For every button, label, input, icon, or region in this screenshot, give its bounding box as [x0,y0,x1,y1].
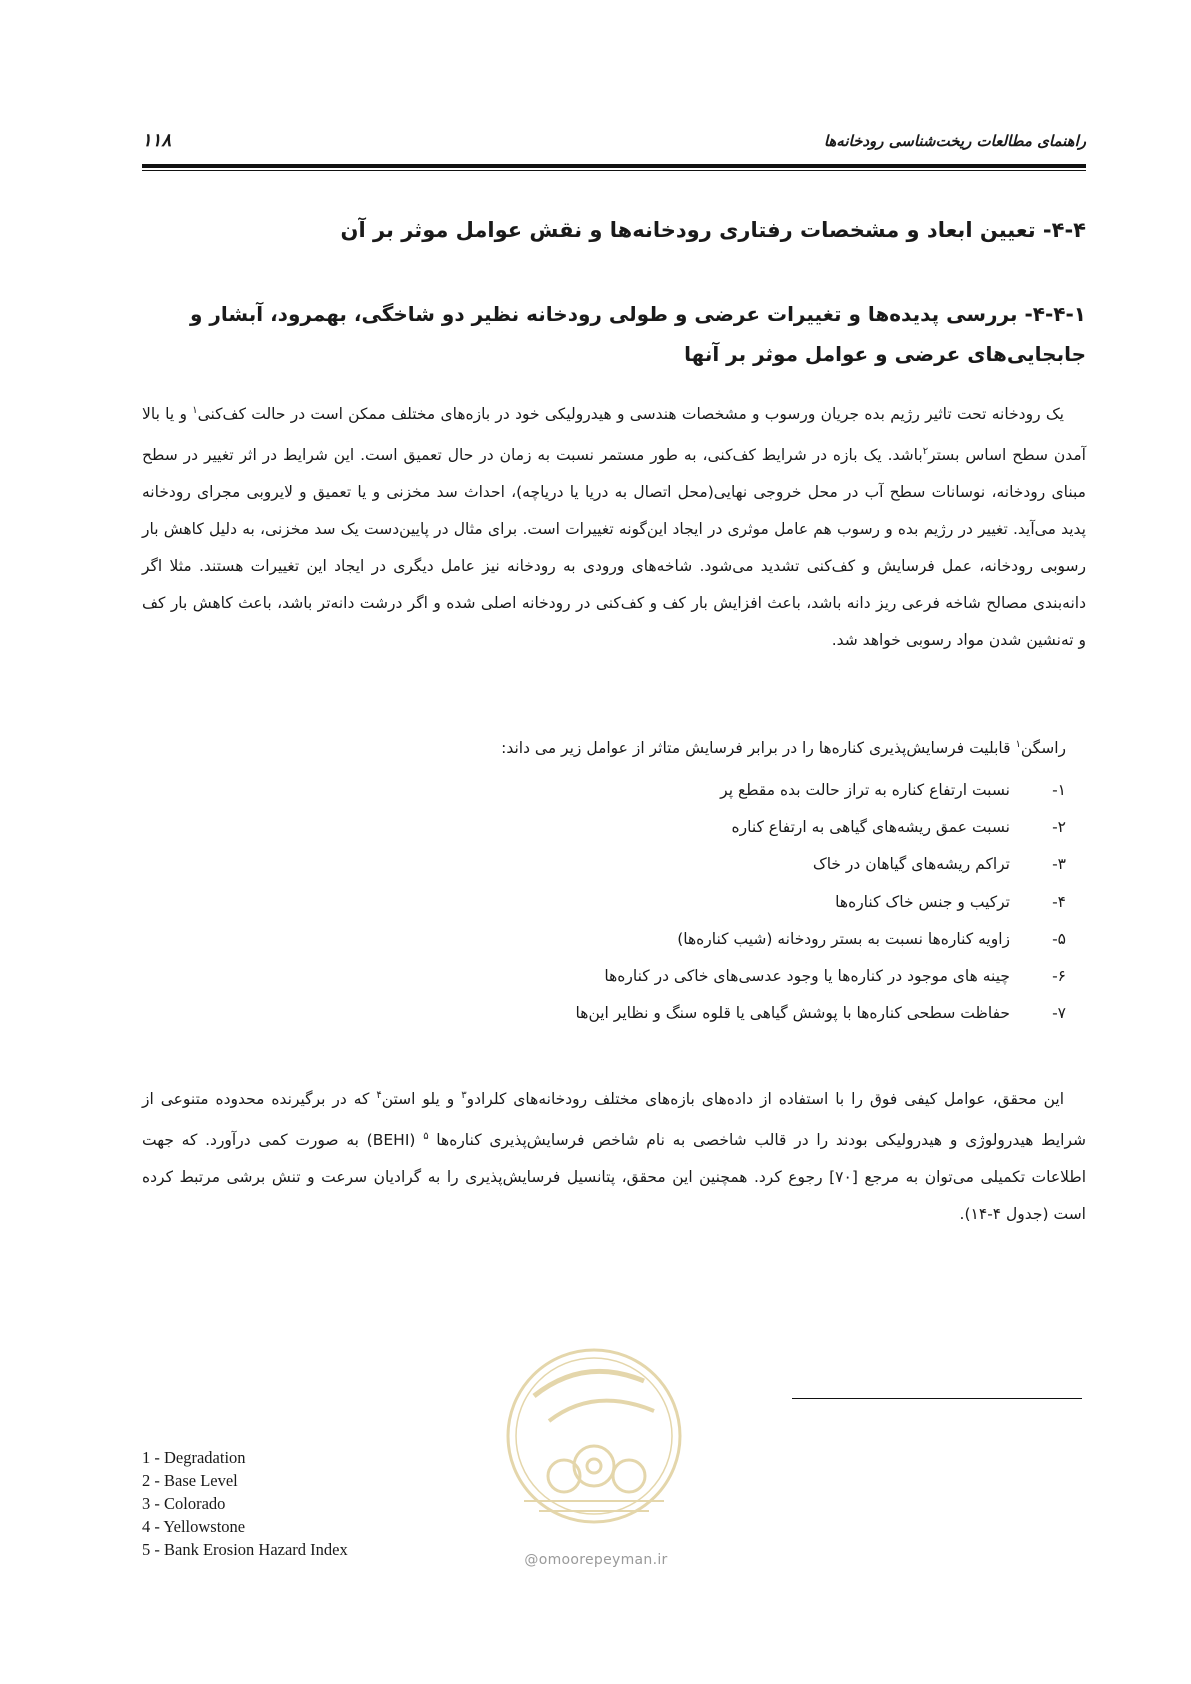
footnote-item: 4 - Yellowstone [142,1517,246,1536]
paragraph-2-text-c: که در برگیرنده محدوده متنوعی از شرایط هیدرولوژی و هیدرولیکی بودند را در قالب شاخصی به نام شاخص فرسایش‌پذیری کناره‌ها [142,1090,1086,1150]
paragraph-1-text-c: باشد. یک بازه در شرایط کف‌کنی، به طور مستمر نسبت به زمان در حال تعمیق است. این شرایط در اثر تغییر در سطح مبنای رودخانه، نوسانات سطح آب در محل خروجی نهایی(محل اتصال به دریا یا دریاچه)، احداث سد مخزنی و یا تعمیق و لایروبی مجرای رودخانه پدید می‌آید. تغییر در رژیم بده و رسوب هم عامل موثری در ایجاد این‌گونه تغییرات است. برای مثال در پایین‌دست یک سد مخزنی، به دلیل کاهش بار رسوبی رودخانه، عمل فرسایش و کف‌کنی تشدید می‌شود. شاخه‌های ورودی به رودخانه نیز عامل دیگری در ایجاد این تغییرات هستند. مثلا اگر دانه‌بندی مصالح شاخه فرعی ریز دانه باشد، باعث افزایش بار کف و کف‌کنی در رودخانه اصلی شده و اگر درشت دانه‌تر باشد، باعث کاهش بار کف و ته‌نشین شدن مواد رسوبی خواهد شد. [142,446,1086,650]
list-item-text: حفاظت سطحی کناره‌ها با پوشش گیاهی یا قلوه سنگ و نظایر این‌ها [575,1004,1010,1023]
paragraph-2-text-a: این محقق، عوامل کیفی فوق را با استفاده از داده‌های بازه‌های مختلف رودخانه‌های کلرادو [466,1090,1064,1109]
list-item [576,893,1066,930]
paragraph-2-text-d: (BEHI) به صورت کمی درآورد. که جهت اطلاعات تکمیلی می‌توان به مرجع [۷۰] رجوع کرد. همچنین این محقق، پتانسیل فرسایش‌پذیری را به گرادیان سرعت و تنش برشی مرتبط کرده است (جدول ۴-۱۴). [142,1131,1086,1224]
factor-list [576,781,1066,1041]
footnote-item: 1 - Degradation [142,1448,246,1467]
watermark-logo [494,1326,694,1556]
list-item-text: تراکم ریشه‌های گیاهان در خاک [812,855,1010,874]
paragraph-1-text-a: یک رودخانه تحت تاثیر رژیم بده جریان ورسوب و مشخصات هندسی و هیدرولیکی خود در بازه‌های مختلف ممکن است در حالت کف‌کنی [197,405,1065,424]
list-item [576,930,1066,967]
footnote-item: 3 - Colorado [142,1494,226,1513]
footnote-ref-2: ۲ [922,446,929,458]
list-item-number: ۳- [1052,855,1066,874]
paragraph-1 [142,392,1086,659]
list-item [576,855,1066,892]
paragraph-2-text-b: و یلو استن [381,1090,462,1109]
section-heading: ۴-۴- تعیین ابعاد و مشخصات رفتاری رودخانه‌ها و نقش عوامل موثر بر آن [340,218,1086,242]
paragraph-1-text-b: و یا بالا آمدن سطح اساس بستر [142,405,1086,465]
list-item-number: ۴- [1052,892,1066,911]
list-item-number: ۲- [1052,818,1066,837]
running-title: راهنمای مطالعات ریخت‌شناسی رودخانه‌ها [823,132,1086,150]
header-rule-thin [142,170,1086,171]
list-item-text: زاویه کناره‌ها نسبت به بستر رودخانه (شیب کناره‌ها) [677,929,1010,948]
list-item-number: ۱- [1052,781,1066,799]
footnote-ref-1: ۱ [192,405,198,416]
list-item [576,818,1066,855]
footnote-separator [792,1398,1082,1399]
list-item-number: ۵- [1052,929,1066,948]
list-intro [501,739,1066,757]
list-item-number: ۷- [1052,1004,1066,1023]
footnote-ref-4: ۴ [376,1090,382,1101]
watermark-text: @omoorepeyman.ir [524,1552,668,1568]
list-item [576,1004,1066,1041]
footnote-item: 2 - Base Level [142,1471,238,1490]
paragraph-2 [142,1077,1086,1233]
list-item-text: چینه های موجود در کناره‌ها یا وجود عدسی‌های خاکی در کناره‌ها [604,966,1010,985]
footnotes [142,1446,348,1561]
page-header [142,126,1086,166]
list-intro-author: راسگن [1020,739,1066,758]
list-intro-text: قابلیت فرسایش‌پذیری کناره‌ها را در برابر فرسایش متاثر از عوامل زیر می داند: [501,739,1016,758]
list-item [576,967,1066,1004]
page-number: ۱۱۸ [142,130,172,151]
footnote-ref-list: ۱ [1015,739,1021,750]
footnote-ref-5: ۵ [423,1131,429,1143]
list-item-number: ۶- [1052,966,1066,985]
list-item [576,781,1066,818]
subsection-heading: ۴-۴-۱- بررسی پدیده‌ها و تغییرات عرضی و طولی رودخانه نظیر دو شاخگی، بهمرود، آبشار و جابجایی‌های عرضی و عوامل موثر بر آنها [189,302,1086,366]
list-item-text: نسبت ارتفاع کناره به تراز حالت بده مقطع پر [720,781,1010,799]
list-item-text: ترکیب و جنس خاک کناره‌ها [835,892,1010,911]
header-rule-thick [142,164,1086,168]
list-item-text: نسبت عمق ریشه‌های گیاهی به ارتفاع کناره [731,818,1010,837]
footnote-ref-3: ۳ [461,1090,467,1101]
footnote-item: 5 - Bank Erosion Hazard Index [142,1540,348,1559]
